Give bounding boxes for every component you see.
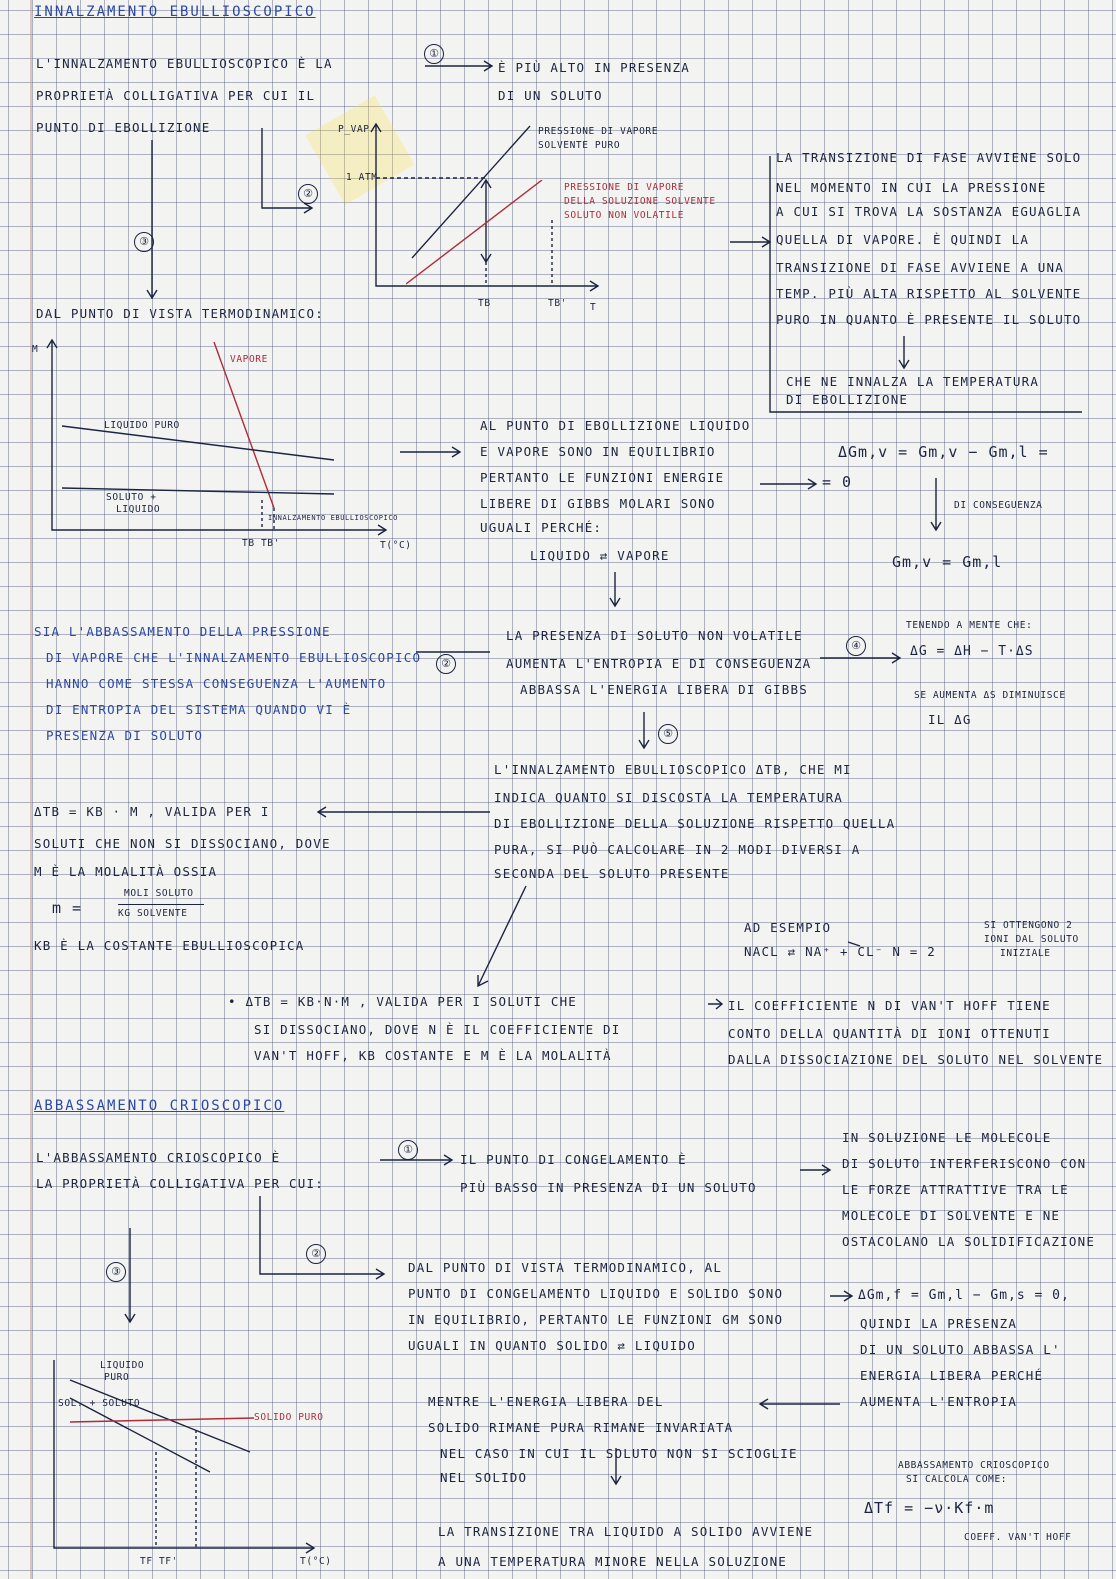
entropy-3: ABBASSA L'ENERGIA LIBERA DI GIBBS <box>520 682 808 697</box>
graph1-x-tick-1: TB <box>478 298 491 309</box>
energy-3: NEL CASO IN CUI IL SOLUTO NON SI SCIOGLIE <box>440 1446 798 1461</box>
higher-line-1: È PIÙ ALTO IN PRESENZA <box>498 60 690 75</box>
arrow-s2-dg <box>830 1291 852 1301</box>
graph2-x-ticks: TB TB' <box>242 538 280 549</box>
arrow-left-formula <box>318 807 490 817</box>
curve-pure-label-1: PRESSIONE DI VAPORE <box>538 126 659 137</box>
s2-transition-2: A UNA TEMPERATURA MINORE NELLA SOLUZIONE <box>438 1554 788 1569</box>
dtb-desc-4: PURA, SI PUÒ CALCOLARE IN 2 MODI DIVERSI A <box>494 842 861 857</box>
graph2-x-label: T(°C) <box>380 540 412 551</box>
curve-sol-label-2: DELLA SOLUZIONE SOLVENTE <box>564 196 716 207</box>
arrow-s2-3 <box>125 1228 135 1322</box>
gibbs-note-4: IL ΔG <box>928 712 972 727</box>
liquid-vapor: LIQUIDO ⇄ VAPORE <box>530 548 670 563</box>
di-conseguenza: DI CONSEGUENZA <box>954 500 1043 511</box>
dtb-formula-2: SOLUTI CHE NON SI DISSOCIANO, DOVE <box>34 836 331 851</box>
energy-1: MENTRE L'ENERGIA LIBERA DEL <box>428 1394 664 1409</box>
watermark-badge <box>305 95 414 204</box>
curve-soluto <box>62 488 334 494</box>
dtb-formula-1: ΔTB = KB · M , VALIDA PER I <box>34 804 270 819</box>
vant-note-1: IL COEFFICIENTE Ν DI VAN'T HOFF TIENE <box>728 998 1051 1013</box>
arrow-vant <box>708 999 722 1009</box>
molecules-2: DI SOLUTO INTERFERISCONO CON <box>842 1156 1087 1171</box>
curve-liquido <box>62 426 334 460</box>
curve-sol-label-3: SOLUTO NON VOLATILE <box>564 210 685 221</box>
box-line-7: PURO IN QUANTO È PRESENTE IL SOLUTO <box>776 312 1082 327</box>
equilibrium-4: LIBERE DI GIBBS MOLARI SONO <box>480 496 716 511</box>
arrow-3-down <box>147 140 157 298</box>
intro-line-1: L'INNALZAMENTO EBULLIOSCOPICO È LA <box>36 56 333 71</box>
example-note-2: IONI DAL SOLUTO <box>984 934 1079 945</box>
s2-calc-2: SI CALCOLA COME: <box>906 1474 1008 1485</box>
example-2: NACL ⇄ NA⁺ + CL⁻ Ν = 2 <box>744 944 936 959</box>
arrow-dg-down <box>931 478 941 530</box>
example-1: AD ESEMPIO <box>744 920 832 935</box>
energy-2: SOLIDO RIMANE PURA RIMANE INVARIATA <box>428 1420 734 1435</box>
s2-vant: COEFF. VAN'T HOFF <box>964 1532 1072 1543</box>
marker-3: ③ <box>134 232 154 252</box>
equilibrium-3: PERTANTO LE FUNZIONI ENERGIE <box>480 470 725 485</box>
equilibrium-5: UGUALI PERCHÉ: <box>480 520 603 535</box>
box-result-1: CHE NE INNALZA LA TEMPERATURA <box>786 374 1040 389</box>
graph1-x-tick-2: TB' <box>548 298 567 309</box>
arrow-s2-mol <box>800 1165 830 1175</box>
thermo-title: DAL PUNTO DI VISTA TERMODINAMICO: <box>36 306 324 321</box>
g3-x-ticks: TF TF' <box>140 1556 178 1567</box>
marker-link: ② <box>436 654 456 674</box>
s2-dg-note-4: AUMENTA L'ENTROPIA <box>860 1394 1018 1409</box>
g3-solvente: SOL. + SOLUTO <box>58 1398 141 1409</box>
intro-line-2: PROPRIETÀ COLLIGATIVA PER CUI IL <box>36 88 316 103</box>
graph3-axes <box>54 1360 314 1548</box>
marker-4: ④ <box>846 636 866 656</box>
pressure-both-4: DI ENTROPIA DEL SISTEMA QUANDO VI È <box>46 702 352 717</box>
arrow-s2-2 <box>260 1196 384 1279</box>
s2-dg-eq: ΔGm,f = Gm,l − Gm,s = 0, <box>858 1288 1070 1303</box>
s2-thermo-4: UGUALI IN QUANTO SOLIDO ⇄ LIQUIDO <box>408 1338 696 1353</box>
arrow-down-box <box>899 336 909 368</box>
example-note-1: SI OTTENGONO 2 <box>984 920 1073 931</box>
pressure-both-5: PRESENZA DI SOLUTO <box>46 728 204 743</box>
g3-liquido-1: LIQUIDO <box>100 1360 145 1371</box>
s2-intro-2: LA PROPRIETÀ COLLIGATIVA PER CUI: <box>36 1176 324 1191</box>
s2-marker-1: ① <box>398 1140 418 1160</box>
s2-intro-1: L'ABBASSAMENTO CRIOSCOPICO È <box>36 1150 281 1165</box>
marker-2: ② <box>298 184 318 204</box>
dtb-vant-2: SI DISSOCIANO, DOVE Ν È IL COEFFICIENTE DI <box>254 1022 621 1037</box>
s2-thermo-1: DAL PUNTO DI VISTA TERMODINAMICO, AL <box>408 1260 723 1275</box>
box-line-5: TRANSIZIONE DI FASE AVVIENE A UNA <box>776 260 1064 275</box>
kb-def: KB È LA COSTANTE EBULLIOSCOPICA <box>34 938 305 953</box>
molecules-3: LE FORZE ATTRATTIVE TRA LE <box>842 1182 1069 1197</box>
graph2-liquido: LIQUIDO PURO <box>104 420 180 431</box>
dtb-desc-5: SECONDA DEL SOLUTO PRESENTE <box>494 866 730 881</box>
graph1-y-label: P_VAP <box>338 124 370 135</box>
dg-equation: ΔGm,v = Gm,v − Gm,l = <box>838 443 1049 461</box>
gibbs-note-1: TENENDO A MENTE CHE: <box>906 620 1033 631</box>
dtb-vant-3: VAN'T HOFF, KB COSTANTE E M È LA MOLALITÀ <box>254 1048 612 1063</box>
equilibrium-1: AL PUNTO DI EBOLLIZIONE LIQUIDO <box>480 418 751 433</box>
marker-1: ① <box>424 44 444 64</box>
molecules-5: OSTACOLANO LA SOLIDIFICAZIONE <box>842 1234 1096 1249</box>
s2-marker-3: ③ <box>106 1262 126 1282</box>
box-line-1: LA TRANSIZIONE DI FASE AVVIENE SOLO <box>776 150 1082 165</box>
curve-solido <box>70 1418 254 1422</box>
s2-calc-1: ABBASSAMENTO CRIOSCOPICO <box>898 1460 1050 1471</box>
curve-solution-red <box>406 180 546 290</box>
box-line-3: A CUI SI TROVA LA SOSTANZA EGUAGLIA <box>776 204 1082 219</box>
graph2-soluto-2: LIQUIDO <box>116 504 161 515</box>
pressure-both-3: HANNO COME STESSA CONSEGUENZA L'AUMENTO <box>46 676 387 691</box>
box-result-2: DI EBOLLIZIONE <box>786 392 909 407</box>
dg-zero: = 0 <box>822 473 853 491</box>
arrow-5 <box>639 712 649 748</box>
s2-dg-note-2: DI UN SOLUTO ABBASSA L' <box>860 1342 1061 1357</box>
molality-den: KG SOLVENTE <box>118 908 188 919</box>
graph2-y-label: Μ <box>32 344 39 355</box>
dtb-desc-1: L'INNALZAMENTO EBULLIOSCOPICO ΔTB, CHE MI <box>494 762 852 777</box>
dtb-desc-2: INDICA QUANTO SI DISCOSTA LA TEMPERATURA <box>494 790 844 805</box>
s2-dg-note-1: QUINDI LA PRESENZA <box>860 1316 1018 1331</box>
intro-line-3: PUNTO DI EBOLLIZIONE <box>36 120 211 135</box>
dtb-formula-3: M È LA MOLALITÀ OSSIA <box>34 864 218 879</box>
section1-heading: INNALZAMENTO EBULLIOSCOPICO <box>34 4 316 20</box>
example-note-3: INIZIALE <box>1000 948 1051 959</box>
curve-liquido-puro <box>70 1380 250 1452</box>
vant-note-2: CONTO DELLA QUANTITÀ DI IONI OTTENUTI <box>728 1026 1051 1041</box>
pressure-both-1: SIA L'ABBASSAMENTO DELLA PRESSIONE <box>34 624 331 639</box>
graph2-vapore: VAPORE <box>230 354 268 365</box>
arrow-eq-down <box>610 572 620 606</box>
molality-left: m = <box>52 899 83 917</box>
g-equal: Gm,v = Gm,l <box>892 553 1003 571</box>
s2-marker-2: ② <box>306 1244 326 1264</box>
box-line-4: QUELLA DI VAPORE. È QUINDI LA <box>776 232 1030 247</box>
graph2-soluto-1: SOLUTO + <box>106 492 157 503</box>
s2-thermo-2: PUNTO DI CONGELAMENTO LIQUIDO E SOLIDO SONO <box>408 1286 784 1301</box>
graph2-delta: INNALZAMENTO EBULLIOSCOPICO <box>268 514 398 522</box>
arrow-to-eq <box>400 447 460 457</box>
graph1-y-tick: 1 ATM <box>346 172 378 183</box>
energy-4: NEL SOLIDO <box>440 1470 528 1485</box>
entropy-2: AUMENTA L'ENTROPIA E DI CONSEGUENZA <box>506 656 812 671</box>
arrow-to-dg <box>760 479 816 489</box>
dtb-vant-1: • ΔTB = KB·Ν·M , VALIDA PER I SOLUTI CHE <box>228 994 578 1009</box>
curve-sol-label-1: PRESSIONE DI VAPORE <box>564 182 685 193</box>
section2-heading: ABBASSAMENTO CRIOSCOPICO <box>34 1098 285 1114</box>
gibbs-note-2: ΔG = ΔH − T·ΔS <box>910 644 1034 659</box>
marker-5: ⑤ <box>658 724 678 744</box>
g3-liquido-2: PURO <box>104 1372 130 1383</box>
curve-pure-label-2: SOLVENTE PURO <box>538 140 621 151</box>
margin-line <box>30 0 32 1579</box>
s2-formula: ΔTf = −ν·Kf·m <box>864 1499 995 1517</box>
molality-num: MOLI SOLUTO <box>124 888 194 899</box>
molecules-4: MOLECOLE DI SOLVENTE E NE <box>842 1208 1061 1223</box>
curve-vapore <box>214 342 274 508</box>
pressure-both-2: DI VAPORE CHE L'INNALZAMENTO EBULLIOSCOPICO <box>46 650 422 665</box>
g3-solido: SOLIDO PURO <box>254 1412 324 1423</box>
g3-x-label: T(°C) <box>300 1556 332 1567</box>
entropy-1: LA PRESENZA DI SOLUTO NON VOLATILE <box>506 628 803 643</box>
s2-lower-2: PIÙ BASSO IN PRESENZA DI UN SOLUTO <box>460 1180 757 1195</box>
higher-line-2: DI UN SOLUTO <box>498 88 603 103</box>
arrow-to-box <box>730 237 770 247</box>
dtb-desc-3: DI EBOLLIZIONE DELLA SOLUZIONE RISPETTO QUELLA <box>494 816 896 831</box>
s2-thermo-3: IN EQUILIBRIO, PERTANTO LE FUNZIONI GM SONO <box>408 1312 784 1327</box>
molecules-1: IN SOLUZIONE LE MOLECOLE <box>842 1130 1052 1145</box>
graph1-x-label: T <box>590 302 597 313</box>
equilibrium-2: E VAPORE SONO IN EQUILIBRIO <box>480 444 716 459</box>
arrow-diag <box>478 886 526 986</box>
s2-lower-1: IL PUNTO DI CONGELAMENTO È <box>460 1152 687 1167</box>
arrow-s2-1 <box>380 1155 452 1165</box>
gibbs-note-3: SE AUMENTA ΔS DIMINUISCE <box>914 690 1066 701</box>
box-line-2: NEL MOMENTO IN CUI LA PRESSIONE <box>776 180 1047 195</box>
arrow-s2-back <box>760 1399 840 1409</box>
vant-note-3: DALLA DISSOCIAZIONE DEL SOLUTO NEL SOLVENTE <box>728 1052 1104 1067</box>
s2-transition-1: LA TRANSIZIONE TRA LIQUIDO A SOLIDO AVVIENE <box>438 1524 814 1539</box>
fraction-bar <box>118 904 204 905</box>
s2-dg-note-3: ENERGIA LIBERA PERCHÉ <box>860 1368 1044 1383</box>
box-line-6: TEMP. PIÙ ALTA RISPETTO AL SOLVENTE <box>776 286 1082 301</box>
